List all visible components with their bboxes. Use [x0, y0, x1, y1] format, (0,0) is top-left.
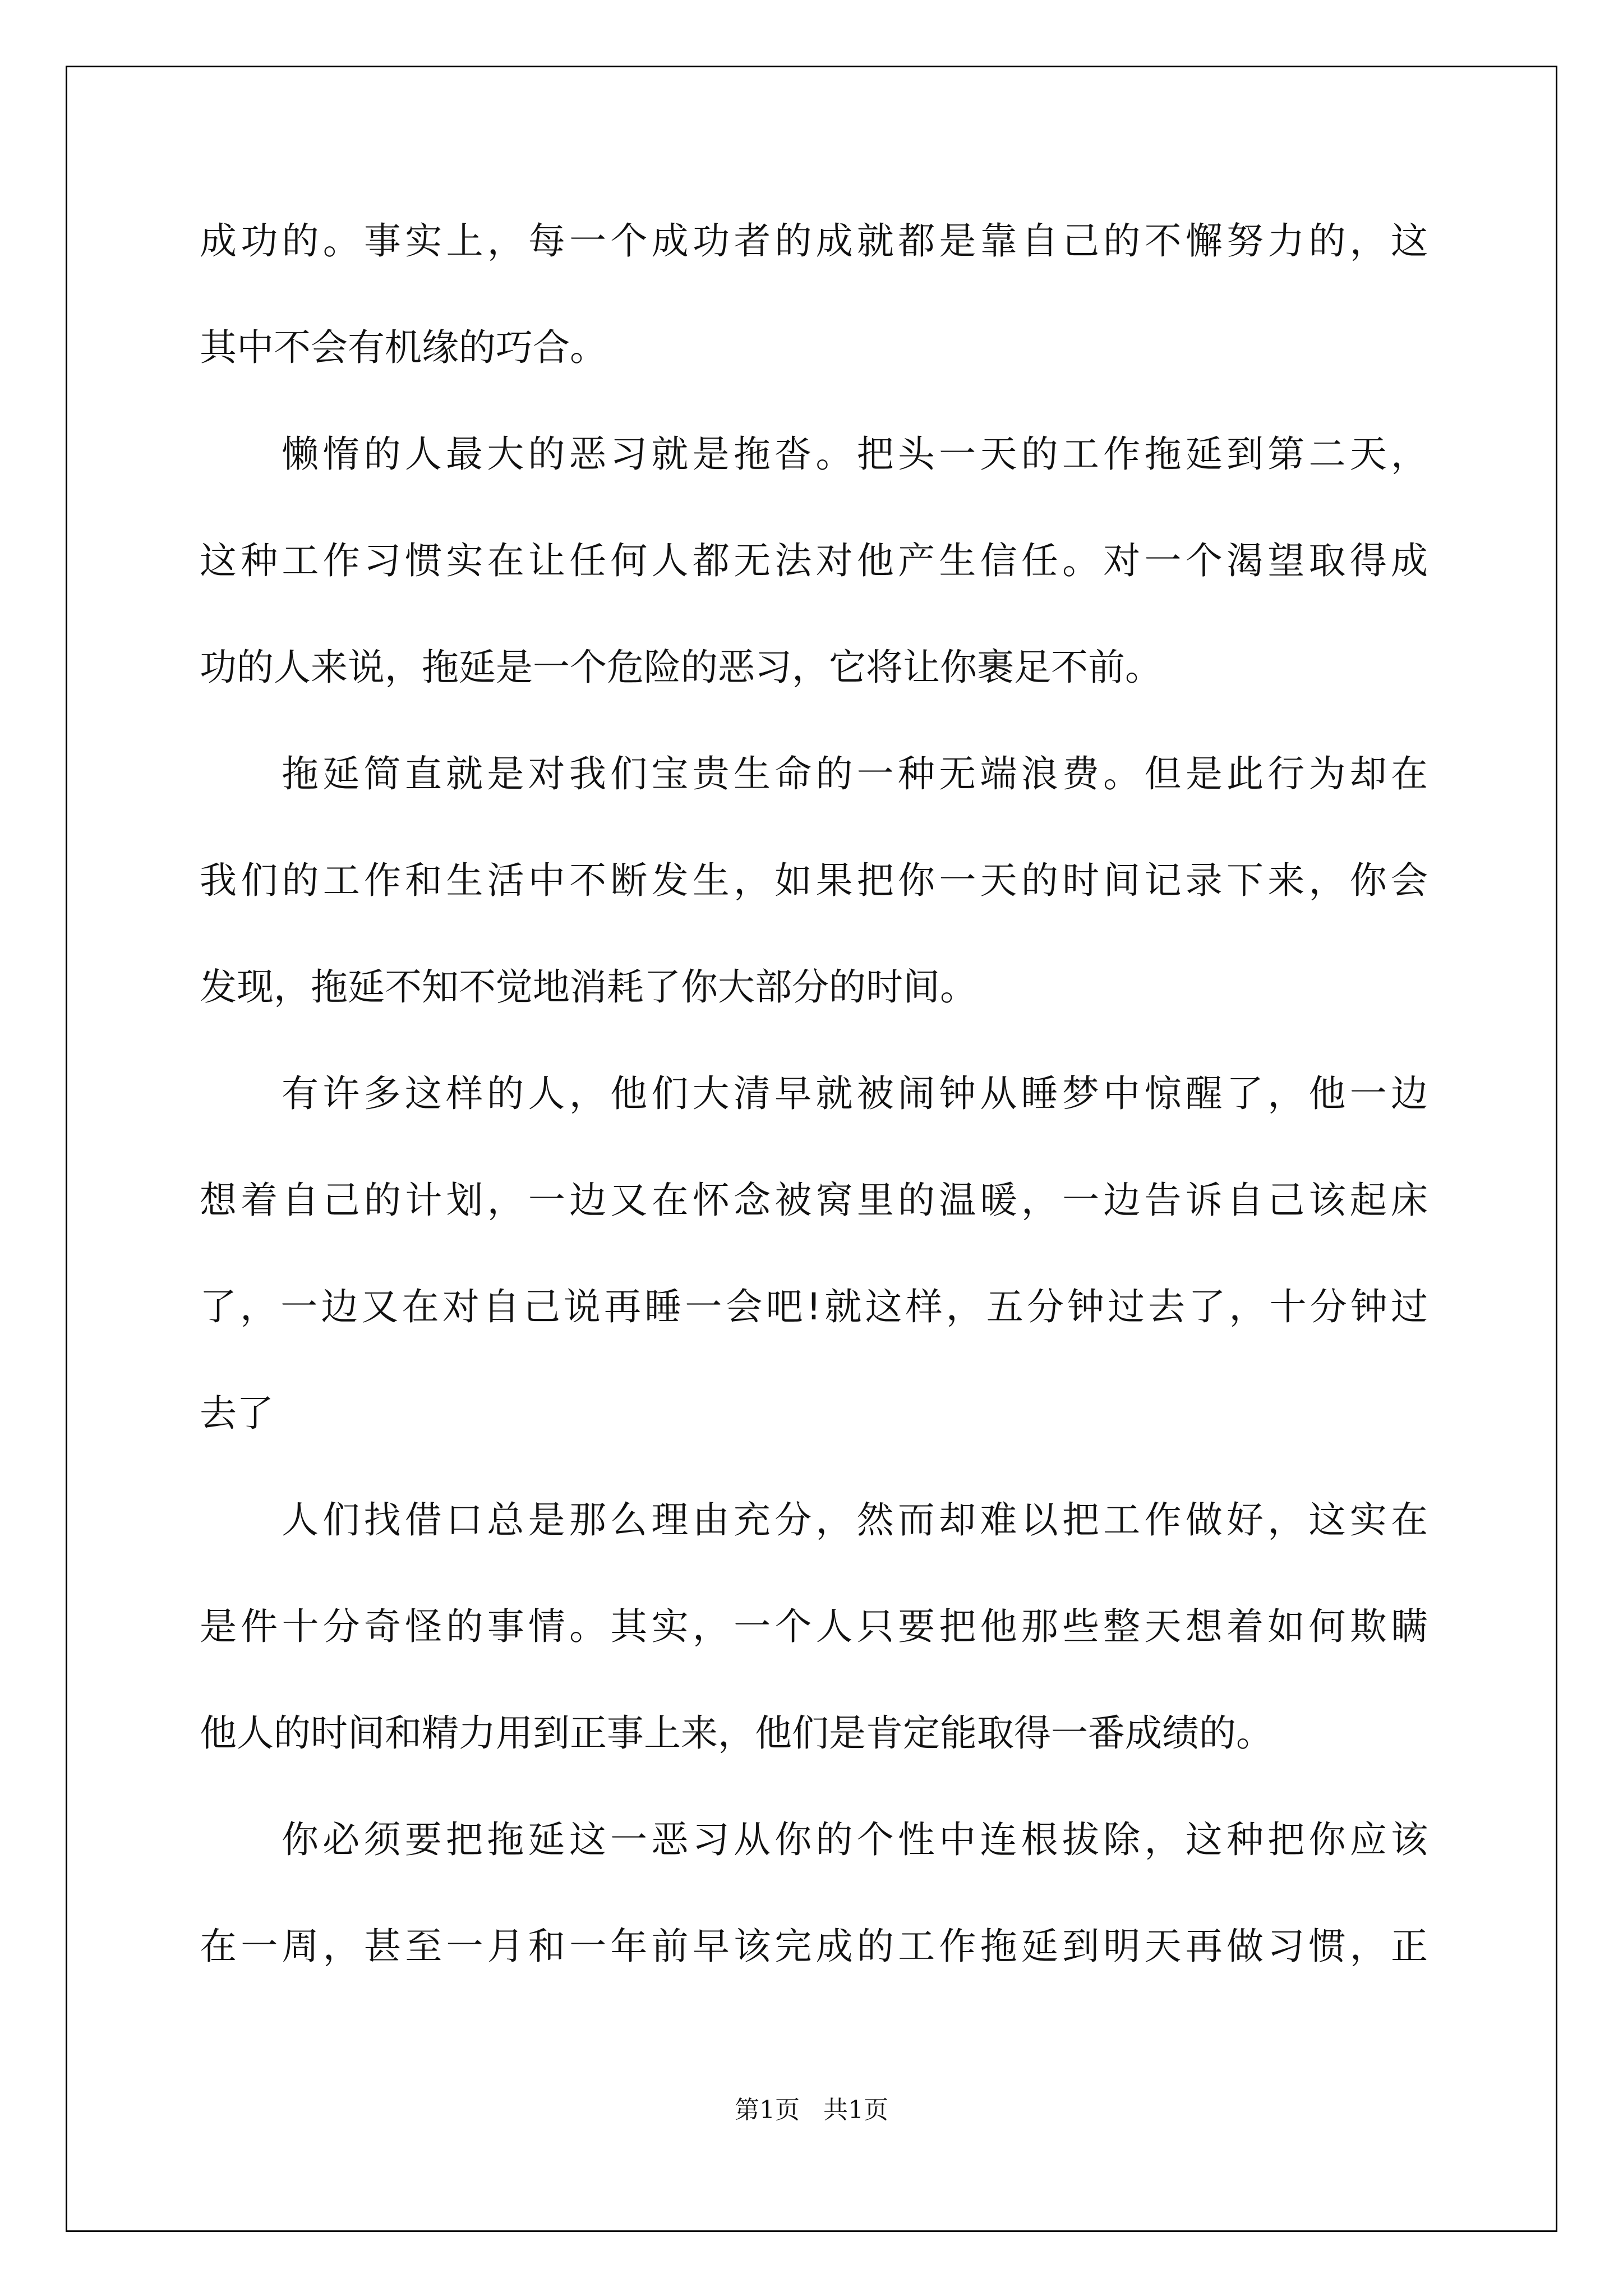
text-line: 了，一边又在对自己说再睡一会吧!就这样，五分钟过去了，十分钟过: [200, 1285, 1428, 1328]
text-line: 想着自己的计划，一边又在怀念被窝里的温暖，一边告诉自己该起床: [200, 1179, 1428, 1222]
text-line: 功的人来说，拖延是一个危险的恶习，它将让你裹足不前。: [200, 646, 1162, 689]
text-line: 拖延简直就是对我们宝贵生命的一种无端浪费。但是此行为却在: [282, 752, 1428, 795]
text-line: 成功的。事实上，每一个成功者的成就都是靠自己的不懈努力的，这: [200, 219, 1428, 263]
text-line: 人们找借口总是那么理由充分，然而却难以把工作做好，这实在: [282, 1498, 1428, 1542]
text-line: 我们的工作和生活中不断发生，如果把你一天的时间记录下来，你会: [200, 859, 1428, 902]
text-line: 你必须要把拖延这一恶习从你的个性中连根拔除，这种把你应该: [282, 1818, 1428, 1861]
page-number-footer: 第1页 共1页: [735, 2096, 888, 2124]
text-line: 他人的时间和精力用到正事上来，他们是肯定能取得一番成绩的。: [200, 1711, 1273, 1755]
text-line: 发现，拖延不知不觉地消耗了你大部分的时间。: [200, 965, 977, 1009]
text-line: 这种工作习惯实在让任何人都无法对他产生信任。对一个渴望取得成: [200, 539, 1428, 582]
text-line: 有许多这样的人，他们大清早就被闹钟从睡梦中惊醒了，他一边: [282, 1072, 1428, 1115]
page-border: [66, 66, 1557, 2232]
text-line: 其中不会有机缘的巧合。: [200, 326, 607, 369]
text-line: 在一周，甚至一月和一年前早该完成的工作拖延到明天再做习惯，正: [200, 1925, 1428, 1968]
text-line: 去了: [200, 1392, 274, 1435]
text-line: 懒惰的人最大的恶习就是拖沓。把头一天的工作拖延到第二天，: [282, 432, 1428, 476]
text-line: 是件十分奇怪的事情。其实，一个人只要把他那些整天想着如何欺瞒: [200, 1605, 1428, 1648]
